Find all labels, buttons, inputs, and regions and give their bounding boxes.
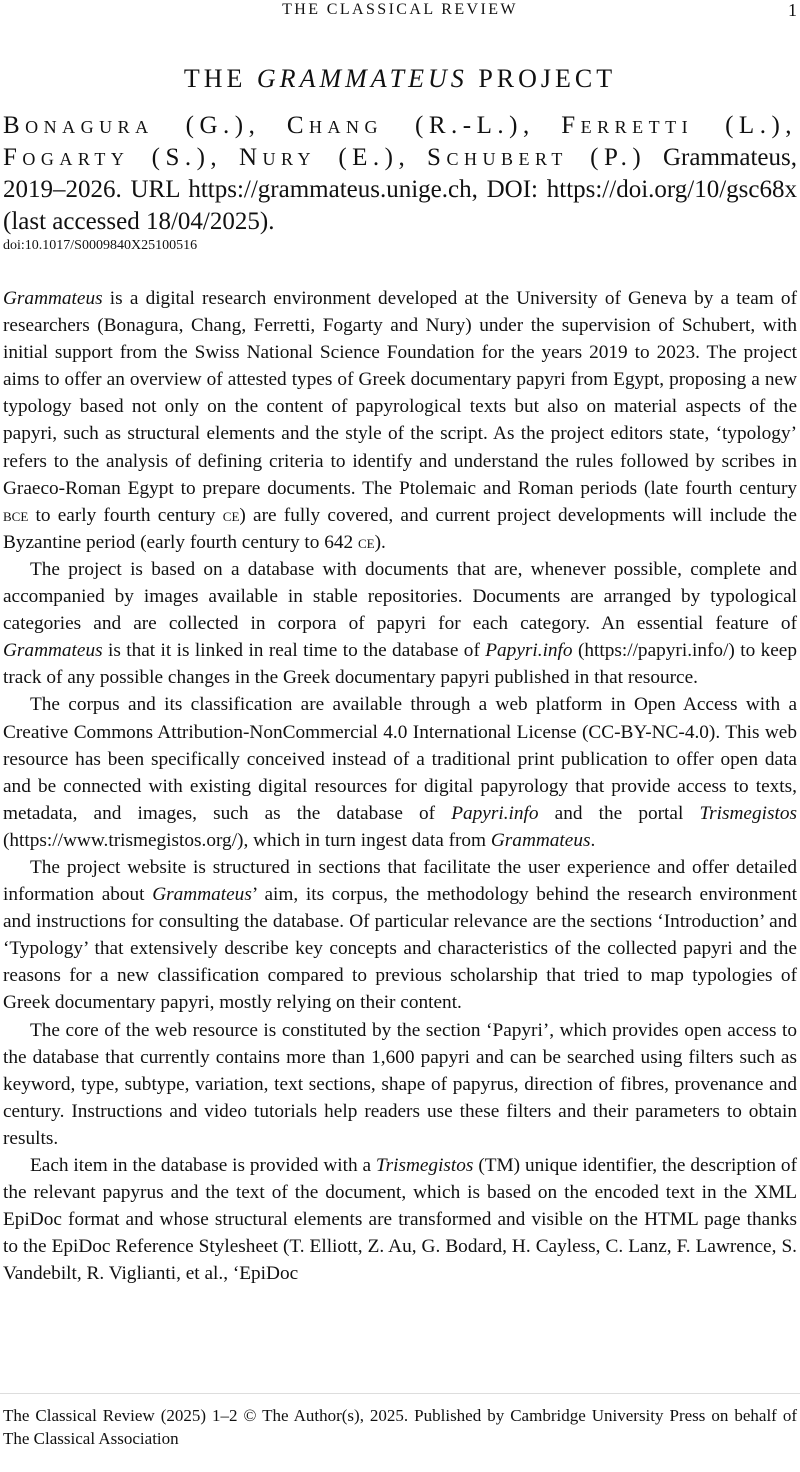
paragraph — [3, 854, 797, 1017]
text-run: and the portal — [538, 802, 700, 824]
italic-term: Grammateus — [152, 884, 252, 906]
paragraph — [3, 285, 797, 556]
author-name: Bonagura (G.), — [3, 112, 261, 139]
text-run: ’ aim, its corpus, the methodology behind the research environment and instructions for consulting the database. Of particular relevance are the sections ‘Introduction’ and ‘Typology’ that extensively describe key concepts and characteristics of the collected papyri and the reasons for a new classification compared to previous scholarship that tried to map typologies of Greek documentary papyri, mostly relying on their content. — [3, 884, 797, 1014]
text-run: Each item in the database is provided with a — [30, 1155, 376, 1176]
text-run: The core of the web resource is constituted by the section ‘Papyri’, which provides open access to the database that currently contains more than 1,600 papyri and can be searched using filters such as keyword, type, subtype, variation, text sections, shape of papyrus, direction of fibres, provenance and century. Instructions and video tutorials help readers use these filters and their parameters to obtain results. — [3, 1019, 797, 1149]
title-prefix: THE — [183, 64, 257, 93]
paragraph — [3, 556, 797, 691]
italic-term: Grammateus — [490, 829, 591, 851]
italic-term: Grammateus — [3, 288, 103, 309]
italic-term: Grammateus — [3, 640, 103, 662]
text-run: (TM) unique identifier, the description of the relevant papyrus and the text of the document, which is based on the encoded text in the XML EpiDoc format and whose structural elements are transformed and visible on the HTML page thanks to the EpiDoc Reference Stylesheet (T. Elliott, Z. Au, G. Bodard, H. Cayless, C. Lanz, F. Lawrence, S. Vandebilt, R. Viglianti, et al., ‘EpiDoc — [3, 1155, 797, 1285]
text-run: (https://www.trismegistos.org/), which in turn ingest data from — [3, 829, 491, 851]
text-run: The project website is structured in sections that facilitate the user experience and offer detailed information about — [3, 856, 797, 906]
paragraph — [3, 1152, 797, 1287]
footer-copyright: The Classical Review (2025) 1–2 © The Author(s), 2025. Published by Cambridge University Press on behalf of The Classical Association — [3, 1406, 797, 1448]
text-run: . — [590, 829, 596, 851]
author-name: Fogarty (S.), — [3, 144, 223, 171]
article-body — [3, 285, 797, 1287]
citation-details: Grammateus, 2019–2026. URL https://grammateus.unige.ch, DOI: https://doi.org/10/gsc68x (last accessed 18/04/2025). — [3, 144, 797, 235]
era-abbrev: ce — [222, 504, 240, 526]
era-abbrev: ce — [357, 531, 375, 553]
page-number: 1 — [788, 0, 797, 20]
italic-term: Papyri.info — [485, 640, 573, 662]
text-run: The project is based on a database with documents that are, whenever possible, complete and accompanied by images available in stable repositories. Documents are arranged by typological categories and are collected in corpora of papyri for each category. An essential feature of — [3, 558, 797, 635]
author-name: Nury (E.), — [238, 144, 411, 171]
italic-term: Papyri.info — [451, 802, 539, 824]
title-suffix: PROJECT — [467, 64, 617, 93]
author-name: Schubert (P.) — [427, 144, 647, 171]
footer-divider — [0, 1393, 800, 1394]
doi: doi:10.1017/S0009840X25100516 — [3, 238, 198, 253]
text-run: is that it is linked in real time to the database of — [102, 640, 486, 662]
running-head — [0, 0, 800, 24]
text-run: ). — [374, 531, 386, 553]
author-name: Ferretti (L.), — [561, 112, 798, 139]
paragraph — [3, 1017, 797, 1152]
bibliographic-citation — [3, 110, 797, 238]
journal-name: THE CLASSICAL REVIEW — [282, 1, 518, 18]
text-run: is a digital research environment developed at the University of Geneva by a team of researchers (Bonagura, Chang, Ferretti, Fogarty and Nury) under the supervision of Schubert, with initial support from the Swiss National Science Foundation for the years 2019 to 2023. The project aims to offer an overview of attested types of Greek documentary papyri from Egypt, proposing a new typology based not only on the content of papyrological texts but also on material aspects of the papyri, such as structural elements and the style of the script. As the project editors state, ‘typology’ refers to the analysis of defining criteria to identify and understand the rules followed by scribes in Graeco-Roman Egypt to prepare documents. The Ptolemaic and Roman periods (late fourth century — [3, 288, 797, 499]
author-name: Chang (R.-L.), — [286, 112, 535, 139]
title-italic: GRAMMATEUS — [256, 64, 468, 93]
paragraph — [3, 691, 797, 854]
text-run: (https://papyri.info/) to keep track of any possible changes in the Greek documentary papyri published in that resource. — [3, 640, 798, 689]
italic-term: Trismegistos — [375, 1155, 474, 1176]
era-abbrev: bce — [3, 504, 29, 526]
article-title — [0, 62, 800, 96]
italic-term: Trismegistos — [699, 802, 797, 824]
text-run: ) are fully covered, and current project developments will include the Byzantine period (early fourth century to 642 — [3, 504, 797, 553]
text-run: The corpus and its classification are available through a web platform in Open Access with a Creative Commons Attribution-NonCommercial 4.0 International License (CC-BY-NC-4.0). This web resource has been specifically conceived instead of a traditional print publication to offer open data and be connected with existing digital resources for digital papyrology that provide access to texts, metadata, and images, such as the database of — [3, 694, 797, 824]
text-run: to early fourth century — [28, 504, 223, 526]
